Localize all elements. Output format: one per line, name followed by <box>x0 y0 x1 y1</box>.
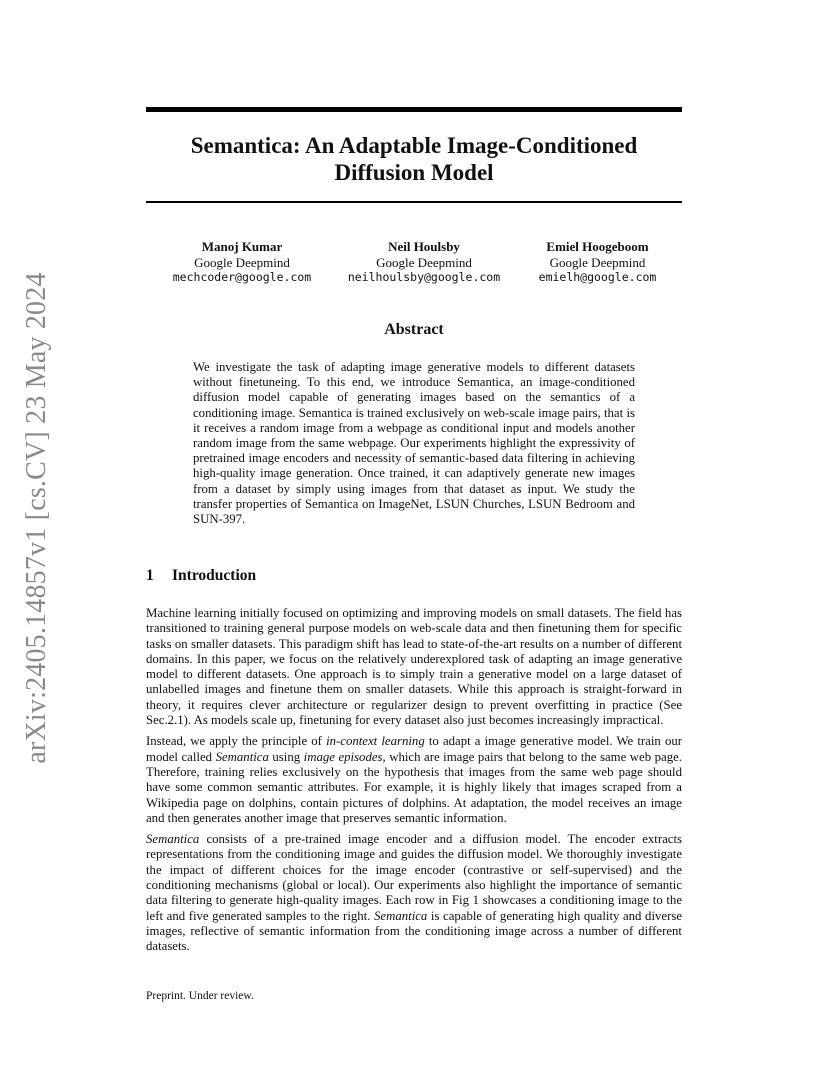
emphasis-text: in-context learning <box>326 734 425 749</box>
title-line-2: Diffusion Model <box>334 160 494 185</box>
author-affiliation: Google Deepmind <box>194 254 290 270</box>
section-heading <box>146 567 256 585</box>
author-email[interactable]: emielh@google.com <box>538 270 657 284</box>
emphasis-text: image episodes <box>303 749 383 764</box>
section-number: 1 <box>146 567 154 584</box>
author-name: Emiel Hoogeboom <box>546 239 649 254</box>
abstract-heading: Abstract <box>384 321 444 338</box>
paragraph <box>146 832 682 954</box>
paragraph <box>146 734 682 826</box>
emphasis-text: Semantica <box>215 749 269 764</box>
footer-note: Preprint. Under review. <box>146 990 254 1002</box>
author-email[interactable]: neilhoulsby@google.com <box>347 270 501 284</box>
author-affiliation: Google Deepmind <box>376 254 472 270</box>
title-line-1: Semantica: An Adaptable Image-Conditioned <box>190 133 638 158</box>
title-bottom-rule <box>146 201 682 203</box>
paper-title <box>146 132 682 186</box>
author-block <box>334 239 514 286</box>
author-affiliation: Google Deepmind <box>549 254 646 270</box>
author-block <box>162 239 322 286</box>
emphasis-text: Semantica <box>374 908 428 923</box>
author-name: Manoj Kumar <box>201 239 283 254</box>
arxiv-identifier-stamp: arXiv:2405.14857v1 [cs.CV] 23 May 2024 <box>21 272 52 764</box>
author-block <box>525 239 670 286</box>
author-name: Neil Houlsby <box>388 239 460 254</box>
text-run: using <box>268 749 304 764</box>
text-run: Instead, we apply the principle of <box>146 734 327 749</box>
paragraph: Machine learning initially focused on optimizing and improving models on small datasets. The field has transitioned to training general purpose models on web-scale data and then finetuning them for specific tasks on smaller datasets. This paradigm shift has lead to state-of-the-art results on a number of different domains. In this paper, we focus on the relatively underexplored task of adapting an image generative model to different datasets. One approach is to simply train a generative model on a large dataset of unlabelled images and finetune them on smaller datasets. While this approach is straight-forward in theory, it requires clever architecture or regularizer design to prevent overfitting in practice (See Sec.2.1). As models scale up, finetuning for every dataset also just becomes increasingly impractical. <box>146 606 682 728</box>
text-run: consists of a pre-trained image encoder and a diffusion model. The encoder extracts representations from the conditioning image and guides the diffusion model. We thoroughly investigate the impact of different choices for the image encoder (contrastive or self-supervised) and the conditioning mechanisms (global or local). Our experiments also highlight the importance of semantic data filtering to generate high-quality images. Each row in Fig 1 showcases a conditioning image to the left and five generated samples to the right. <box>146 832 682 923</box>
title-top-rule <box>146 107 682 112</box>
abstract-text: We investigate the task of adapting image generative models to different datasets without finetuneing. To this end, we introduce Semantica, an image-conditioned diffusion model capable of generating images based on the semantics of a conditioning image. Semantica is trained exclusively on web-scale image pairs, that is it receives a random image from a webpage as conditional input and models another random image from the same webpage. Our experiments highlight the expressivity of pretrained image encoders and necessity of semantic-based data filtering in achieving high-quality image generation. Once trained, it can adaptively generate new images from a dataset by simply using images from that dataset as input. We study the transfer properties of Semantica on ImageNet, LSUN Churches, LSUN Bedroom and SUN-397. <box>193 360 635 527</box>
text-run: is capable of generating high quality and diverse images, reflective of semantic information from the conditioning image across a number of different datasets. <box>146 908 682 954</box>
emphasis-text: Semantica <box>146 832 200 847</box>
section-title: Introduction <box>172 567 257 584</box>
author-email[interactable]: mechcoder@google.com <box>172 270 312 284</box>
text-run: , which are image pairs that belong to the same web page. Therefore, training relies exclusively on the hypothesis that images from the same web page should have some common semantic attributes. For example, it is highly likely that images scraped from a Wikipedia page on dolphins, contain pictures of dolphins. At adaptation, the model receives an image and then generates another image that preserves semantic information. <box>146 749 682 825</box>
section-body <box>146 606 682 961</box>
text-run: to adapt a image generative model. We train our model called <box>146 734 682 764</box>
